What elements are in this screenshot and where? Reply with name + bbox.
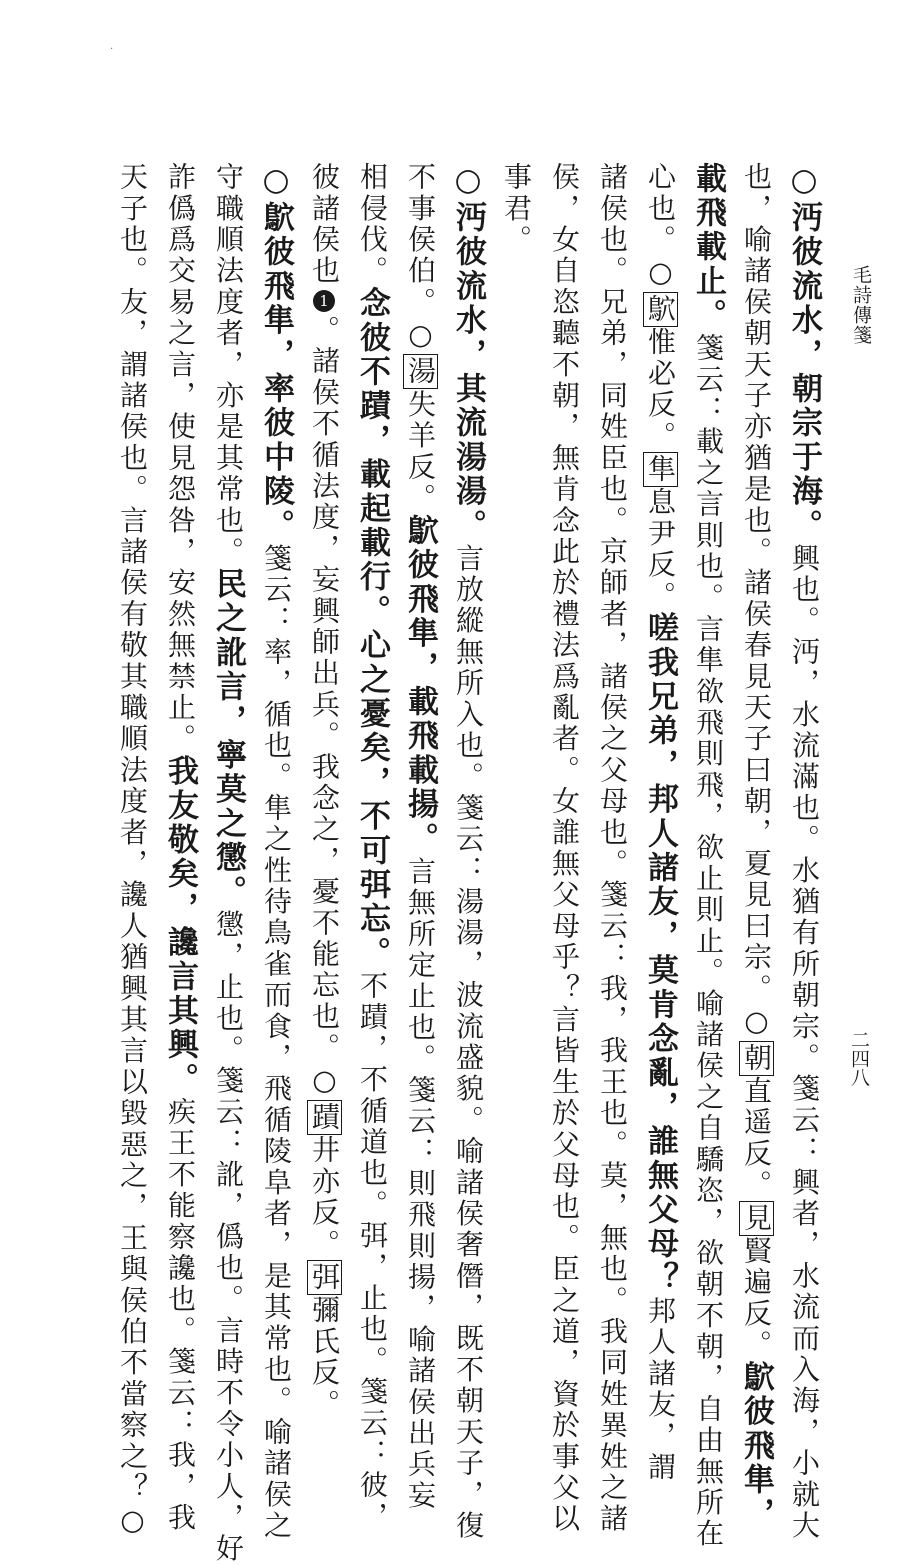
text-column (162, 162, 198, 1534)
poem-line: 載飛載止。 (690, 162, 726, 333)
poem-line: 嗟我兄弟，邦人諸友，莫肯念亂，誰無父母？ (642, 611, 678, 1296)
text-span: 井亦反。 (308, 1135, 341, 1260)
text-column (786, 162, 822, 1542)
text-column (690, 162, 726, 1550)
text-span: 箋云：率，循也。隼之性待鳥雀而食，飛循陵阜者，是其常也。喻諸侯之 (260, 543, 293, 1542)
text-column (498, 162, 534, 1292)
text-span: 不事侯伯。○ (404, 162, 437, 355)
text-span: 惟必反。 (644, 327, 677, 452)
body-text (112, 162, 822, 1565)
text-span: 直遥反。 (740, 1075, 773, 1201)
text-span: 言無所定止也。箋云：則飛則揚，喻諸侯出兵妄 (404, 856, 437, 1512)
text-column (114, 162, 150, 1540)
poem-line: 鴥彼飛隼，載飛載揚。 (402, 514, 438, 857)
text-span: 。諸侯不循法度，妄興師出兵。我念之，憂不能忘也。○ (308, 314, 341, 1100)
text-span: 心也。○ (644, 162, 677, 292)
text-column (642, 162, 678, 1484)
text-span: 失羊反。 (404, 389, 437, 515)
text-span: 興也。沔，水流滿也。水猶有所朝宗。箋云：興者，水流而入海，小就大 (788, 543, 821, 1542)
text-span: 天子也。友，謂諸侯也。言諸侯有敬其職順法度者，讒人猶興其言以毀惡之，王與侯伯不當察之？○ (116, 162, 149, 1540)
text-span: 箋云：載之言則也。言隼欲飛則飛，欲止則止。喻諸侯之自驕恣，欲朝不朝，自由無所在 (692, 333, 725, 1550)
boxed-character: 湯 (404, 356, 437, 388)
text-span: 詐僞爲交易之言，使見怨咎，安然無禁止。 (164, 162, 197, 755)
boxed-character: 弭 (308, 1261, 341, 1294)
text-span: 彼諸侯也 (308, 162, 341, 287)
text-span: 息尹反。 (644, 487, 677, 612)
footnote-marker: 1 (315, 291, 333, 310)
text-column (402, 162, 438, 1512)
text-span: 也，喻諸侯朝天子亦猶是也。諸侯春見天子曰朝，夏見曰宗。○ (740, 162, 773, 1041)
poem-line: 我友敬矣，讒言其興。 (162, 754, 198, 1097)
poem-line: 民之訛言，寧莫之懲。 (210, 567, 246, 910)
text-column (354, 162, 390, 1533)
text-span: 相侵伐。 (356, 162, 389, 287)
poem-line: ○鴥彼飛隼，率彼中陵。 (258, 162, 294, 544)
boxed-character: 見 (740, 1202, 773, 1234)
page-number: 二四八 (848, 1030, 870, 1087)
text-column (306, 162, 342, 1420)
text-span: 懲，止也。箋云：訛，僞也。言時不令小人，好 (212, 909, 245, 1565)
scan-speck: · (110, 44, 114, 55)
text-span: 事君。 (500, 162, 533, 256)
poem-line: ○沔彼流水，朝宗于海。 (786, 162, 822, 544)
boxed-character: 隼 (644, 453, 677, 486)
boxed-character: 鴥 (644, 293, 677, 326)
page-title: 毛詩傳箋 (850, 265, 872, 345)
text-column (738, 162, 774, 1532)
text-span: 侯，女自恣聽不朝，無肯念此於禮法爲亂者。女誰無父母乎？言皆生於父母也。臣之道，資於事父以 (548, 162, 581, 1535)
text-span: 賢遍反。 (740, 1235, 773, 1361)
text-span: 邦人諸友，謂 (644, 1295, 677, 1484)
text-span: 守職順法度者，亦是其常也。 (212, 162, 245, 568)
text-span: 不蹟，不循道也。弭，止也。箋云：彼， (356, 970, 389, 1533)
text-span: 疾王不能察讒也。箋云：我，我 (164, 1096, 197, 1534)
text-span: 言放縱無所入也。箋云：湯湯，波流盛貌。喻諸侯奢僭，既不朝天子，復 (452, 543, 485, 1542)
poem-line: ○沔彼流水，其流湯湯。 (450, 162, 486, 544)
text-column (210, 162, 246, 1565)
boxed-character: 朝 (740, 1042, 773, 1074)
text-column (258, 162, 294, 1542)
text-span: 諸侯也。兄弟，同姓臣也。京師者，諸侯之父母也。箋云：我，我王也。莫，無也。我同姓異姓之諸 (596, 162, 629, 1535)
poem-line: 念彼不蹟，載起載行。心之憂矣，不可弭忘。 (354, 286, 390, 971)
text-column (450, 162, 486, 1542)
text-column (546, 162, 582, 1535)
text-column (594, 162, 630, 1535)
boxed-character: 蹟 (308, 1101, 341, 1134)
text-span: 彌氏反。 (308, 1295, 341, 1420)
poem-line: 鴥彼飛隼， (738, 1360, 774, 1532)
